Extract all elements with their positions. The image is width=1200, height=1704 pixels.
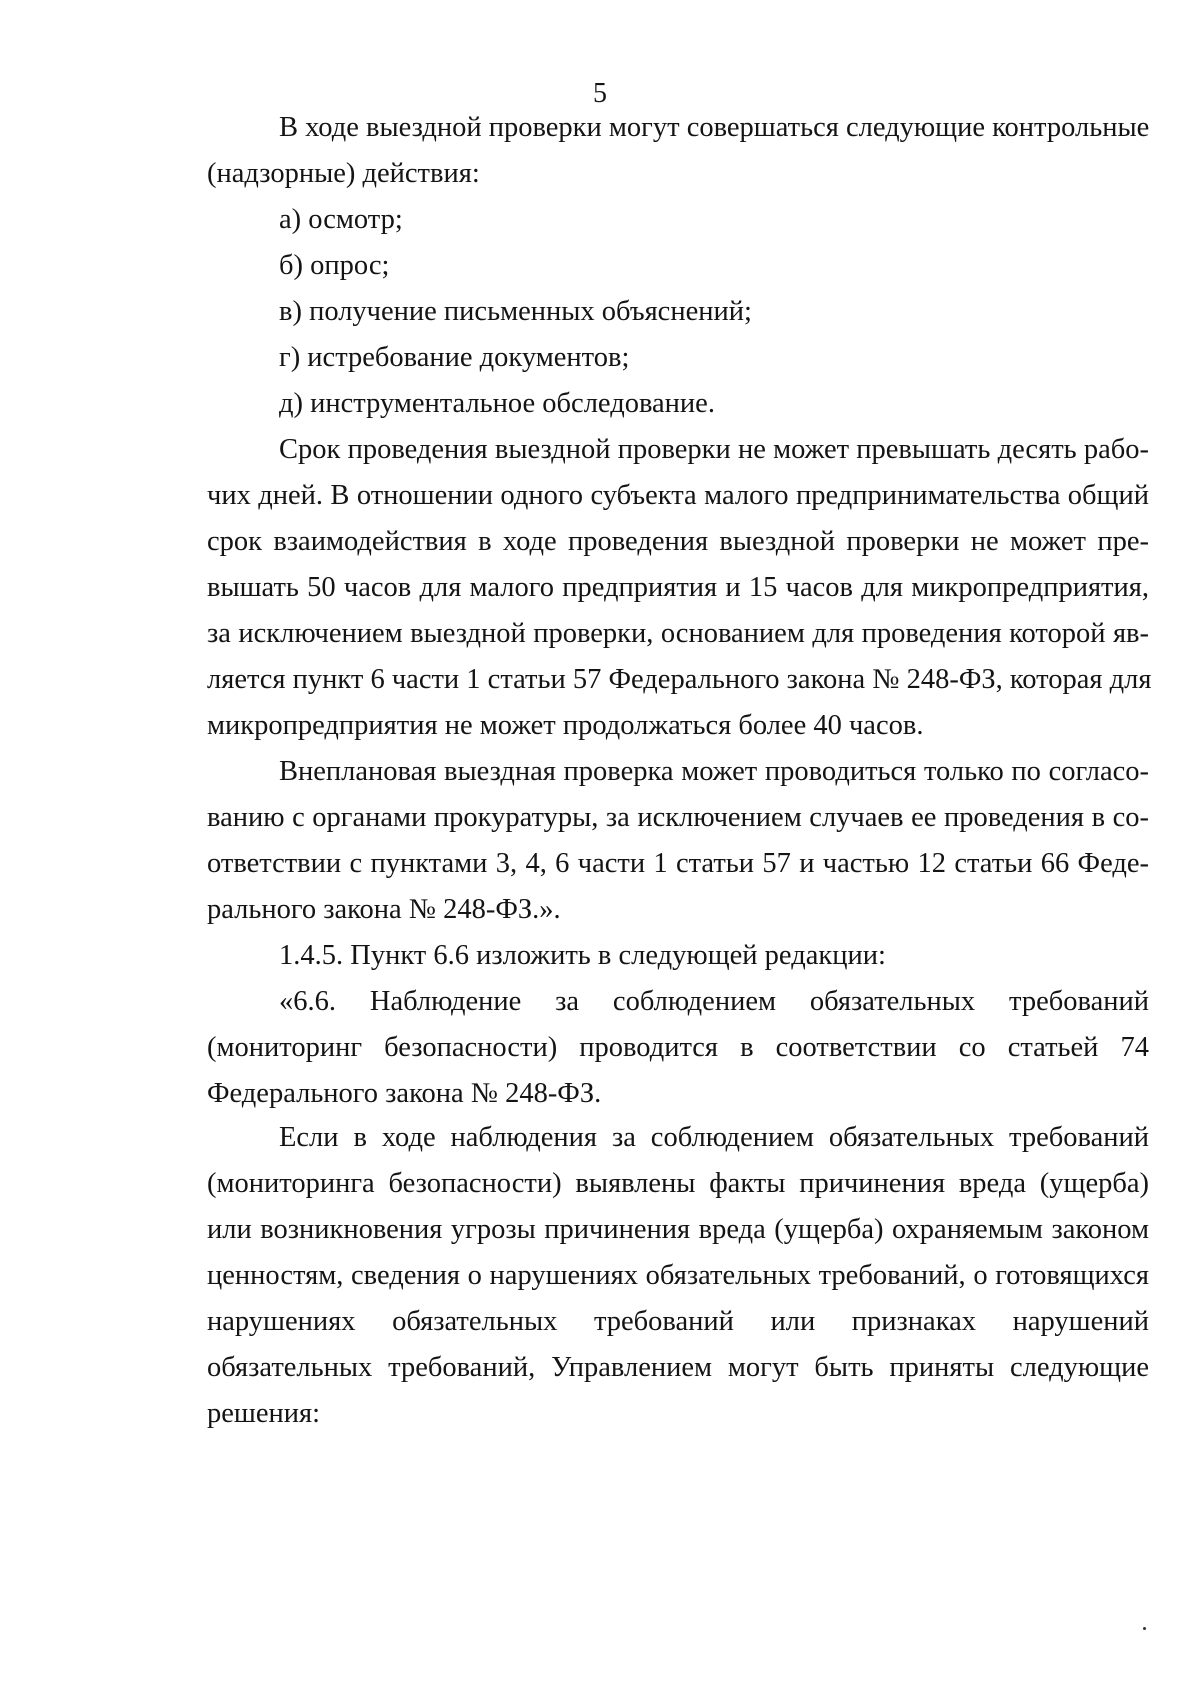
list-item: д) инструментальное обследование. xyxy=(279,388,715,419)
paragraph-line: микропредприятия не может продолжаться более 40 часов. xyxy=(207,710,924,741)
paragraph-line: Если в ходе наблюдения за соблюдением обязательных требований xyxy=(279,1122,1149,1153)
paragraph-line: ответствии с пунктами 3, 4, 6 части 1 статьи 57 и частью 12 статьи 66 Феде- xyxy=(207,848,1149,879)
paragraph-line: Федерального закона № 248-ФЗ. xyxy=(207,1078,602,1109)
paragraph-line: Срок проведения выездной проверки не может превышать десять рабо- xyxy=(279,434,1149,465)
paragraph-line: вышать 50 часов для малого предприятия и 15 часов для микропредприятия, xyxy=(207,572,1149,603)
paragraph-line: чих дней. В отношении одного субъекта малого предпринимательства общий xyxy=(207,480,1149,511)
list-item: а) осмотр; xyxy=(279,204,403,235)
paragraph-line: нарушениях обязательных требований или признаках нарушений xyxy=(207,1306,1149,1337)
paragraph-line: за исключением выездной проверки, основанием для проведения которой яв- xyxy=(207,618,1149,649)
paragraph-line: (мониторинг безопасности) проводится в соответствии со статьей 74 xyxy=(207,1032,1149,1063)
paragraph-line: ванию с органами прокуратуры, за исключением случаев ее проведения в со- xyxy=(207,802,1149,833)
paragraph-line: или возникновения угрозы причинения вреда (ущерба) охраняемым законом xyxy=(207,1214,1149,1245)
page-number: 5 xyxy=(593,78,607,109)
paragraph-line: (надзорные) действия: xyxy=(207,158,480,189)
paragraph-line: рального закона № 248-ФЗ.». xyxy=(207,894,561,925)
scan-artifact xyxy=(1143,1627,1146,1630)
paragraph-line: «6.6. Наблюдение за соблюдением обязательных требований xyxy=(279,986,1149,1017)
paragraph-line: срок взаимодействия в ходе проведения выездной проверки не может пре- xyxy=(207,526,1149,557)
paragraph-line: Внеплановая выездная проверка может проводиться только по согласо- xyxy=(279,756,1149,787)
paragraph-line: обязательных требований, Управлением могут быть приняты следующие xyxy=(207,1352,1149,1383)
list-item: б) опрос; xyxy=(279,250,390,281)
paragraph-line: ляется пункт 6 части 1 статьи 57 Федерального закона № 248-ФЗ, которая для xyxy=(207,664,1152,695)
paragraph-line: решения: xyxy=(207,1398,321,1429)
paragraph-line: ценностям, сведения о нарушениях обязательных требований, о готовящихся xyxy=(207,1260,1149,1291)
list-item: г) истребование документов; xyxy=(279,342,630,373)
paragraph-line: В ходе выездной проверки могут совершаться следующие контрольные xyxy=(279,112,1150,143)
list-item: в) получение письменных объяснений; xyxy=(279,296,752,327)
paragraph-line: 1.4.5. Пункт 6.6 изложить в следующей редакции: xyxy=(279,940,886,971)
paragraph-line: (мониторинга безопасности) выявлены факты причинения вреда (ущерба) xyxy=(207,1168,1149,1199)
